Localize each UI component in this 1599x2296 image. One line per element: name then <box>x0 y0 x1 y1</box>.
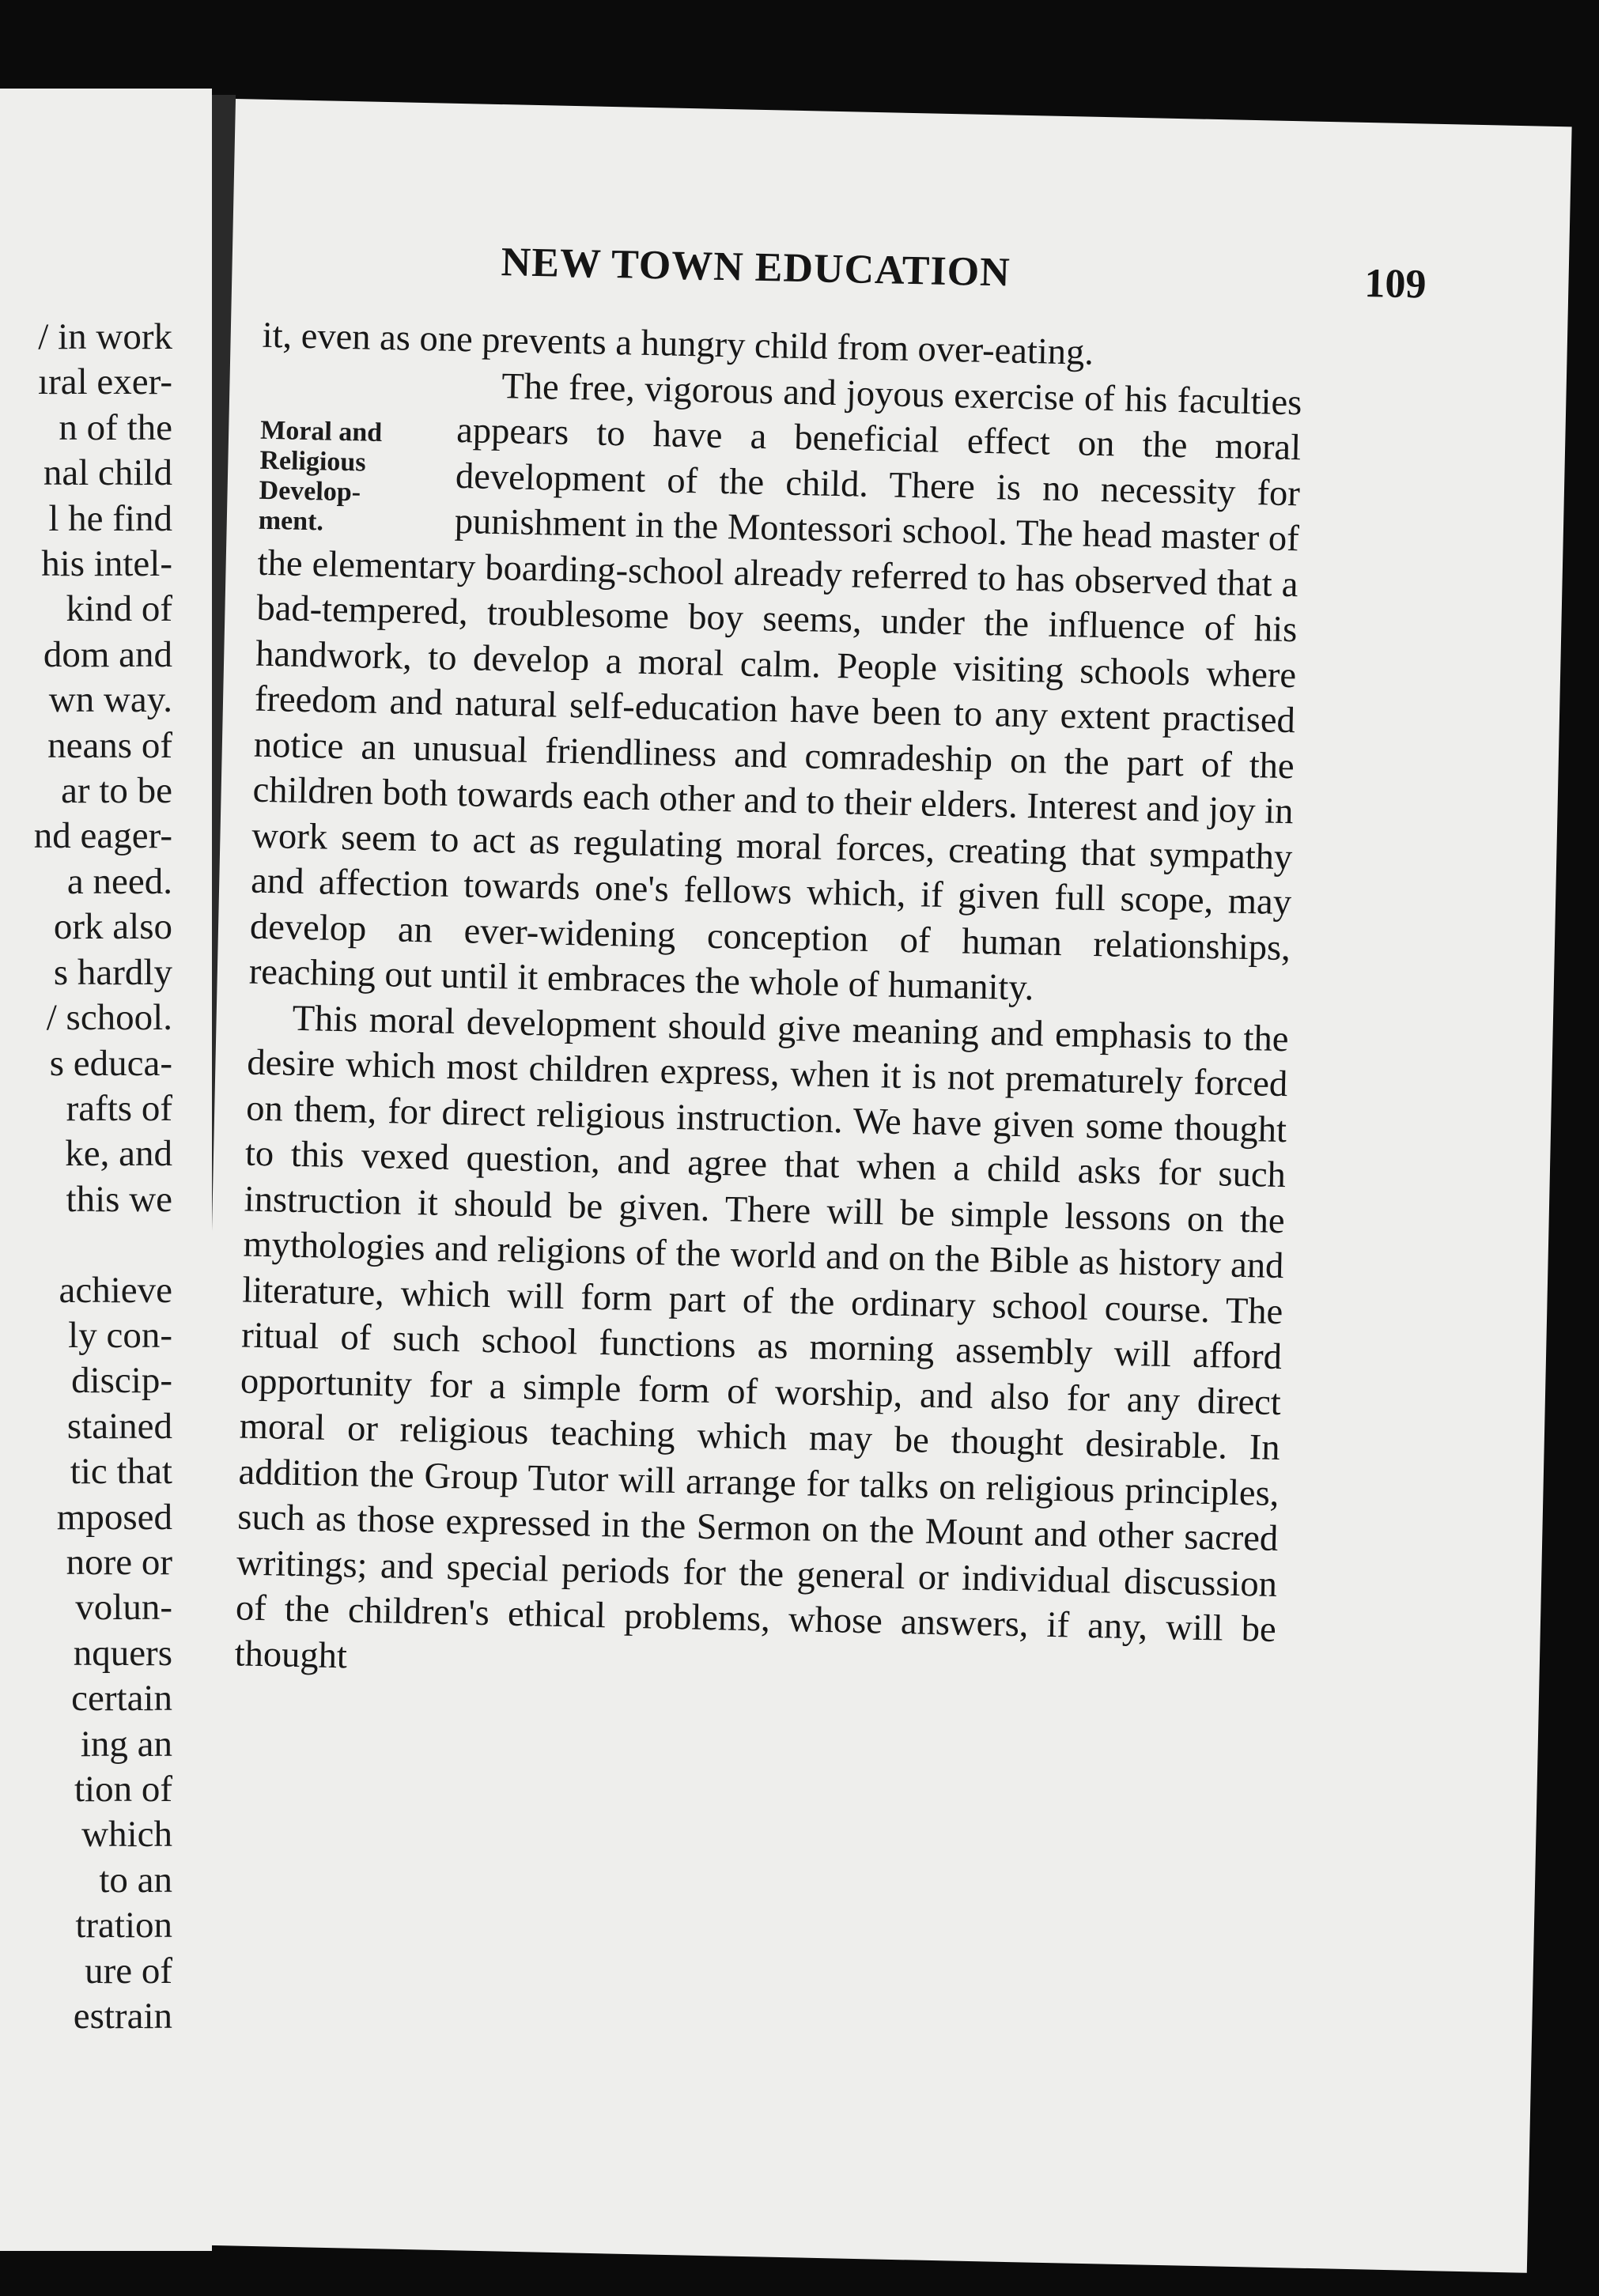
left-page-line: l he find <box>48 497 172 539</box>
left-page-line: nal child <box>43 452 172 494</box>
left-page-line: s hardly <box>53 951 172 993</box>
left-page-line: discip- <box>71 1360 172 1402</box>
left-page-line: his intel- <box>41 543 172 585</box>
left-page-line: ly con- <box>68 1314 172 1356</box>
left-page-line: wn way. <box>48 679 172 721</box>
left-page-line: ure of <box>85 1950 172 1992</box>
page-number: 109 <box>1363 260 1427 308</box>
left-page-text <box>34 315 172 2039</box>
left-page-line: ing an <box>80 1723 172 1765</box>
left-page-line: ork also <box>53 906 172 948</box>
left-page-line: ar to be <box>61 770 172 812</box>
left-page-line: stained <box>66 1405 172 1447</box>
left-page-line: mposed <box>56 1496 172 1538</box>
right-page <box>191 99 1571 2273</box>
left-page-line: / in work <box>38 316 172 357</box>
left-page-line: n of the <box>59 406 172 448</box>
paragraph-religious-instruction: This moral development should give meaning and emphasis to the desire which most children express, when it is not prematurely forced on them, for direct religious instruction. We have given some thought to this vexed question, and agree that when a child asks for such instruction it should be given. There will be simple lessons on the mythologies and religions of the world and on the Bible as history and literature, which will form part of the ordinary school course. The ritual of such school functions as morning assembly will afford opportunity for a simple form of worship, and also for any direct moral or religious teaching which may be thought desirable. In addition the Group Tutor will arrange for talks on religious principles, such as those expressed in the Sermon on the Mount and other sacred writings; and special periods for the general or individual discussion of the children's ethical problems, whose answers, if any, will be thought <box>234 998 1289 1676</box>
left-page-line <box>34 1222 172 1267</box>
margin-sidenote: Moral and Religious Develop- ment. <box>258 415 383 537</box>
left-page-line: which <box>81 1814 172 1856</box>
left-page-line: nd eager- <box>33 815 172 857</box>
left-page-line: volun- <box>75 1587 172 1629</box>
left-page-line: rafts of <box>66 1087 172 1129</box>
left-page-line: to an <box>99 1859 172 1901</box>
page-header <box>501 239 1427 313</box>
left-page-line: tic that <box>70 1451 172 1493</box>
left-page-line: this we <box>66 1178 172 1220</box>
paragraph-moral-development: The free, vigorous and joyous exercise of his faculties appears to have a beneficial effect on the moral development of the child. There is no necessity for punishment in the Montessori school. The head master of the elementary boarding-school already referred to has observed that a bad-tempered, troublesome boy seems, under the influence of his handwork, to develop a moral calm. People visiting schools where freedom and natural self-education have been to any extent practised notice an unusual friendliness and comradeship on the part of the children both towards each other and to their elders. Interest and joy in work seem to act as regulating moral forces, creating that sympathy and affection towards one's fellows which, if given full scope, may develop an ever-widening conception of human relationships, reaching out until it embraces the whole of humanity. <box>248 365 1302 1009</box>
left-page <box>0 89 212 2251</box>
left-page-line: certain <box>71 1678 172 1720</box>
left-page-line: achieve <box>59 1269 172 1311</box>
left-page-line: / school. <box>46 997 172 1039</box>
left-page-line: nquers <box>73 1632 172 1674</box>
left-page-line: neans of <box>47 724 172 766</box>
left-page-line: ıral exer- <box>38 361 172 403</box>
left-page-line: s educa- <box>49 1042 172 1084</box>
body-text <box>234 313 1303 1698</box>
left-page-line: tion of <box>74 1768 172 1810</box>
left-page-line: kind of <box>66 588 172 630</box>
left-page-line: ke, and <box>65 1133 172 1175</box>
left-page-line: a need. <box>66 860 172 902</box>
paragraph-continuation: it, even as one prevents a hungry child from over-eating. <box>262 315 1094 373</box>
running-head: NEW TOWN EDUCATION <box>501 240 1011 296</box>
left-page-line: dom and <box>43 633 172 675</box>
left-page-line: estrain <box>73 1996 172 2037</box>
left-page-line: tration <box>75 1905 172 1947</box>
left-page-line: nore or <box>66 1541 172 1583</box>
